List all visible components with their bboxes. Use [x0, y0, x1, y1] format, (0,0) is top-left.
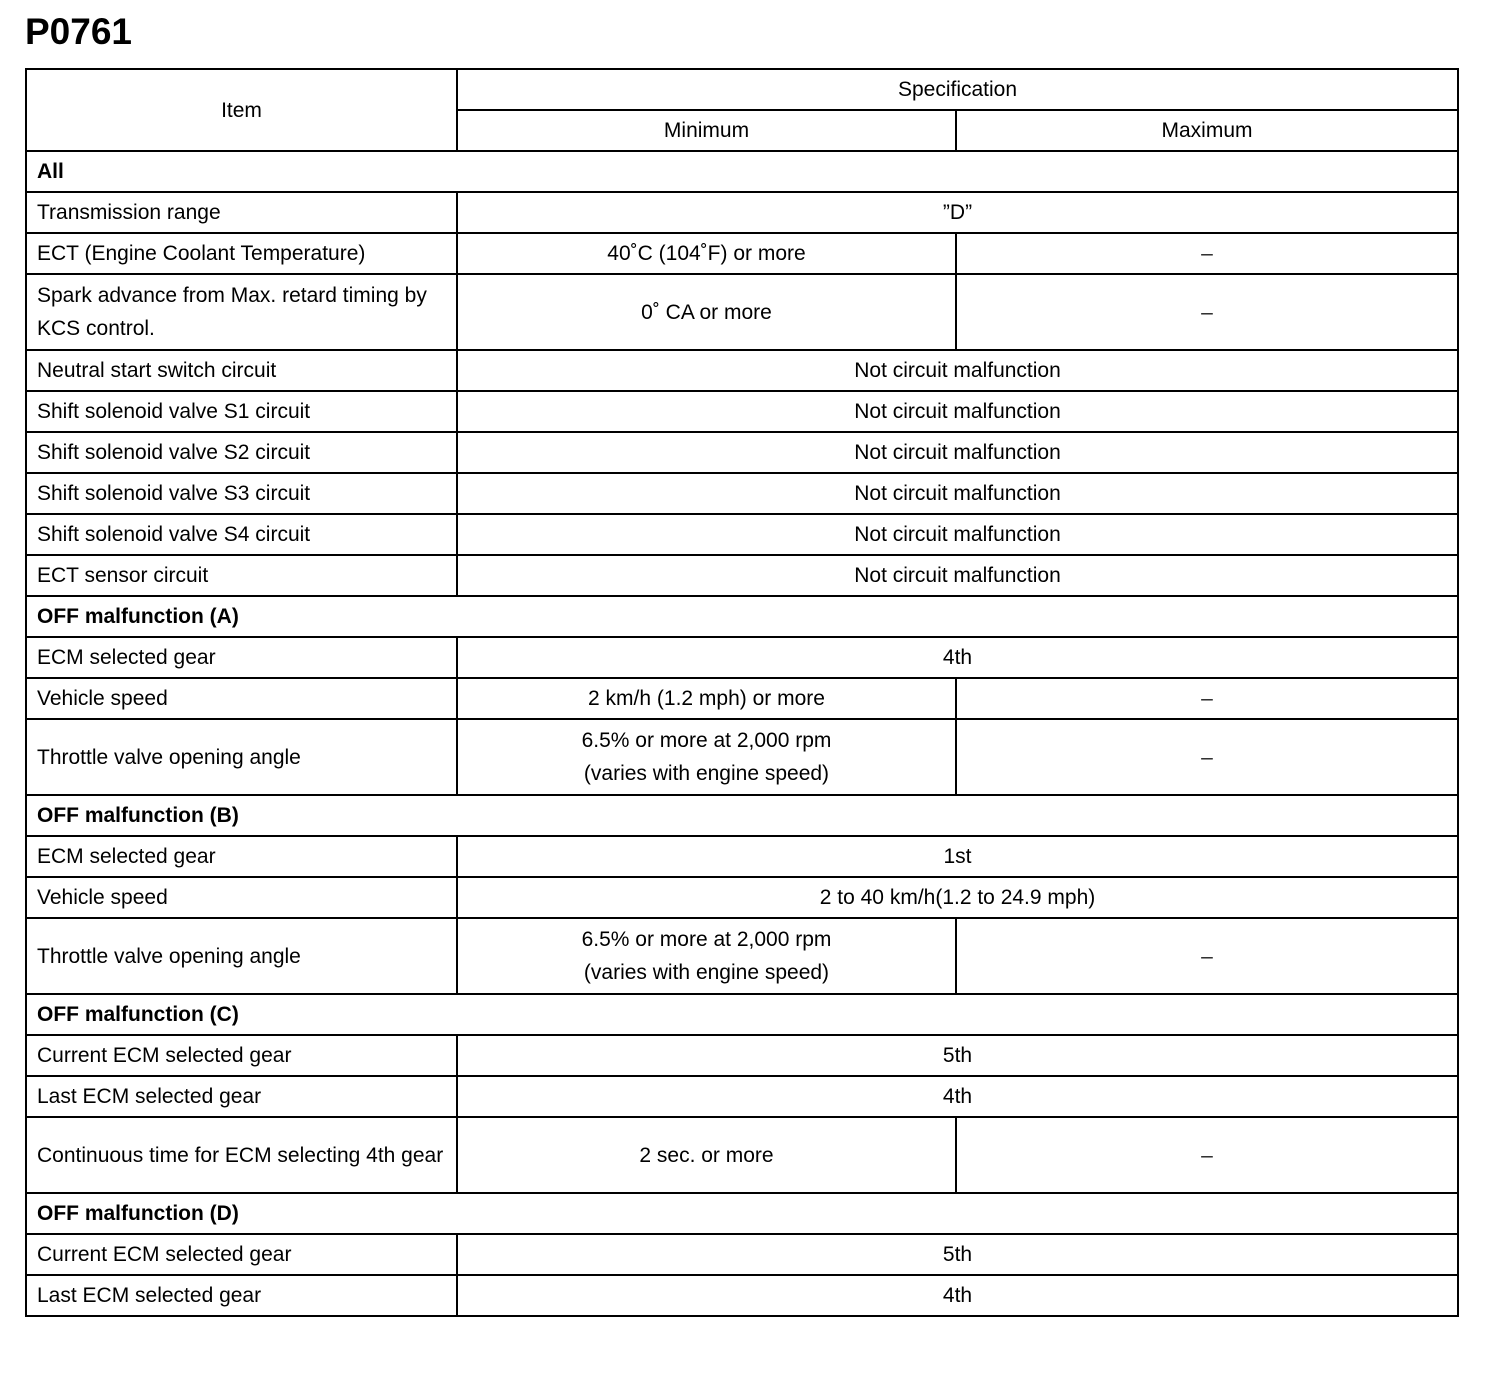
spec-value-cell: Not circuit malfunction [457, 391, 1458, 432]
item-cell: Last ECM selected gear [26, 1275, 457, 1316]
table-header [26, 69, 1458, 151]
min-cell [457, 918, 956, 994]
spec-value-cell: 1st [457, 836, 1458, 877]
header-maximum: Maximum [956, 110, 1458, 151]
item-cell: ECT (Engine Coolant Temperature) [26, 233, 457, 274]
item-cell: Shift solenoid valve S1 circuit [26, 391, 457, 432]
spec-value-cell: Not circuit malfunction [457, 555, 1458, 596]
table-row [26, 1234, 1458, 1275]
table-row [26, 1117, 1458, 1193]
item-cell: Vehicle speed [26, 678, 457, 719]
min-line-1: 6.5% or more at 2,000 rpm [581, 928, 832, 951]
specification-table [25, 68, 1459, 1317]
max-cell: – [956, 719, 1458, 795]
table-row [26, 719, 1458, 795]
min-line-2: (varies with engine speed) [583, 762, 830, 785]
table-row [26, 1275, 1458, 1316]
table-row [26, 233, 1458, 274]
item-cell: Shift solenoid valve S3 circuit [26, 473, 457, 514]
item-cell: Current ECM selected gear [26, 1035, 457, 1076]
max-cell: – [956, 233, 1458, 274]
section-header: All [26, 151, 1458, 192]
item-cell: Throttle valve opening angle [26, 918, 457, 994]
section-header: OFF malfunction (A) [26, 596, 1458, 637]
spec-value-cell: Not circuit malfunction [457, 432, 1458, 473]
item-cell: Neutral start switch circuit [26, 350, 457, 391]
spec-value-cell: ”D” [457, 192, 1458, 233]
table-row [26, 432, 1458, 473]
item-cell: Continuous time for ECM selecting 4th gear [26, 1117, 457, 1193]
table-row [26, 391, 1458, 432]
item-cell: Transmission range [26, 192, 457, 233]
table-row [26, 877, 1458, 918]
spec-value-cell: 5th [457, 1035, 1458, 1076]
spec-value-cell: 4th [457, 1076, 1458, 1117]
table-row [26, 1076, 1458, 1117]
item-cell: Last ECM selected gear [26, 1076, 457, 1117]
item-cell: Throttle valve opening angle [26, 719, 457, 795]
min-cell [457, 719, 956, 795]
max-cell: – [956, 1117, 1458, 1193]
spec-value-cell: 4th [457, 1275, 1458, 1316]
table-row [26, 637, 1458, 678]
table-row [26, 1035, 1458, 1076]
item-cell: Vehicle speed [26, 877, 457, 918]
header-specification: Specification [457, 69, 1458, 110]
item-cell: ECM selected gear [26, 637, 457, 678]
spec-value-cell: 4th [457, 637, 1458, 678]
table-row [26, 473, 1458, 514]
header-item: Item [26, 69, 457, 151]
min-cell: 0˚ CA or more [457, 274, 956, 350]
section-header: OFF malfunction (C) [26, 994, 1458, 1035]
table-row [26, 836, 1458, 877]
spec-value-cell: Not circuit malfunction [457, 473, 1458, 514]
min-line-2: (varies with engine speed) [583, 961, 830, 984]
table-row [26, 274, 1458, 350]
table-row [26, 514, 1458, 555]
table-row [26, 192, 1458, 233]
item-cell: Shift solenoid valve S2 circuit [26, 432, 457, 473]
header-minimum: Minimum [457, 110, 956, 151]
table-row [26, 555, 1458, 596]
min-cell: 2 km/h (1.2 mph) or more [457, 678, 956, 719]
item-cell: ECM selected gear [26, 836, 457, 877]
max-cell: – [956, 274, 1458, 350]
item-cell: Current ECM selected gear [26, 1234, 457, 1275]
max-cell: – [956, 678, 1458, 719]
max-cell: – [956, 918, 1458, 994]
spec-value-cell: 5th [457, 1234, 1458, 1275]
min-cell: 40˚C (104˚F) or more [457, 233, 956, 274]
min-line-1: 6.5% or more at 2,000 rpm [581, 729, 832, 752]
section-header: OFF malfunction (D) [26, 1193, 1458, 1234]
item-cell: Spark advance from Max. retard timing by KCS control. [26, 274, 457, 350]
spec-value-cell: 2 to 40 km/h(1.2 to 24.9 mph) [457, 877, 1458, 918]
item-cell: ECT sensor circuit [26, 555, 457, 596]
document-title: P0761 [25, 11, 132, 52]
spec-value-cell: Not circuit malfunction [457, 350, 1458, 391]
item-cell: Shift solenoid valve S4 circuit [26, 514, 457, 555]
table-row [26, 678, 1458, 719]
section-header: OFF malfunction (B) [26, 795, 1458, 836]
table-row [26, 918, 1458, 994]
spec-value-cell: Not circuit malfunction [457, 514, 1458, 555]
table-row [26, 350, 1458, 391]
min-cell: 2 sec. or more [457, 1117, 956, 1193]
